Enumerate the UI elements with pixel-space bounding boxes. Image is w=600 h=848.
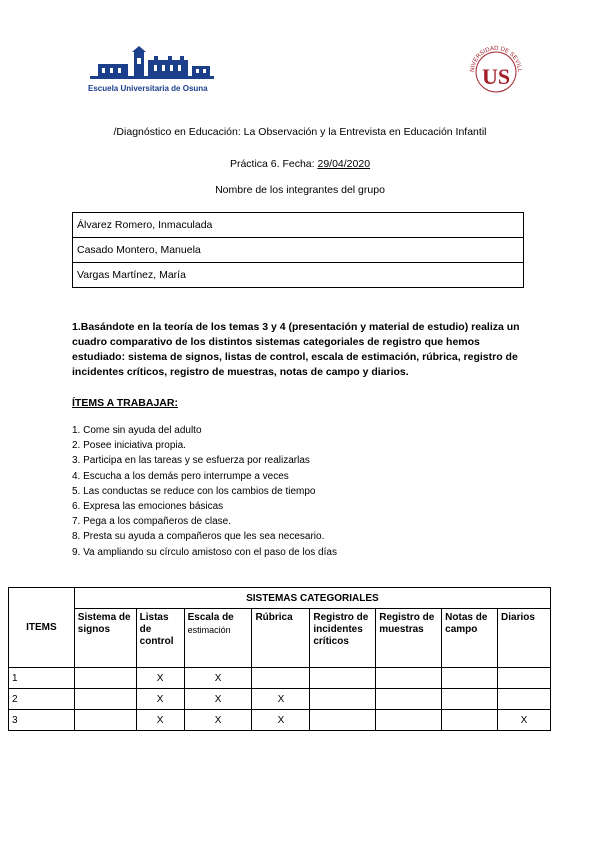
practica-prefix: Práctica 6. Fecha: — [229, 158, 318, 170]
member-row — [73, 213, 524, 238]
cell-diarios: X — [498, 710, 551, 731]
cell-listas: X — [136, 710, 184, 731]
cell-notas — [442, 689, 498, 710]
member-name: Casado Montero, Manuela — [73, 238, 524, 263]
list-item: 1. Come sin ayuda del adulto — [72, 425, 202, 436]
list-item: 7. Pega a los compañeros de clase. — [72, 516, 231, 528]
table-row — [9, 710, 551, 731]
items-column-header: ITEMS — [9, 588, 75, 668]
cell-muestras — [376, 689, 442, 710]
row-item: 3 — [9, 710, 75, 731]
cell-notas — [442, 668, 498, 689]
cell-incidentes — [310, 710, 376, 731]
col-header-escala-b: estimación — [187, 625, 231, 635]
cell-signos — [74, 668, 136, 689]
member-name: Álvarez Romero, Inmaculada — [73, 213, 524, 238]
cell-muestras — [376, 710, 442, 731]
cell-notas — [442, 710, 498, 731]
col-header-escala-a: Escala de — [187, 612, 234, 623]
cell-muestras — [376, 668, 442, 689]
cell-signos — [74, 710, 136, 731]
list-item: 3. Participa en las tareas y se esfuerza por realizarlas — [72, 455, 310, 467]
col-header-muestras: Registro de muestras — [376, 609, 442, 668]
practica-line — [0, 158, 600, 170]
col-header-listas: Listas de control — [136, 609, 184, 668]
row-item: 2 — [9, 689, 75, 710]
group-label: Nombre de los integrantes del grupo — [215, 184, 385, 196]
col-header-rubrica: Rúbrica — [252, 609, 310, 668]
sevilla-seal-text: NIVERSIDAD DE SEVILL — [469, 45, 523, 73]
cell-rubrica: X — [252, 710, 310, 731]
cell-diarios — [498, 668, 551, 689]
cell-escala: X — [184, 710, 252, 731]
sevilla-logo — [466, 42, 526, 94]
cell-diarios — [498, 689, 551, 710]
categorical-systems-table — [8, 587, 551, 731]
table-row — [9, 689, 551, 710]
col-header-escala — [184, 609, 252, 668]
member-row — [73, 238, 524, 263]
member-row — [73, 263, 524, 288]
systems-group-header: SISTEMAS CATEGORIALES — [74, 588, 550, 609]
cell-incidentes — [310, 689, 376, 710]
osuna-logo — [88, 46, 216, 96]
page-title: /Diagnóstico en Educación: La Observación y la Entrevista en Educación Infantil — [113, 126, 487, 138]
list-item: 4. Escucha a los demás pero interrumpe a veces — [72, 470, 289, 482]
col-header-incidentes: Registro de incidentes críticos — [310, 609, 376, 668]
question-text: 1.Basándote en la teoría de los temas 3 y 4 (presentación y material de estudio) realiza un cuadro comparativo de los distintos sistemas categoriales de registro que hemos estudiado: sistema de signos, listas de control, escala de estimación, rúbrica, registro de incidentes críticos, registro de muestras, notas de campo y diarios. — [72, 321, 520, 378]
row-item: 1 — [9, 668, 75, 689]
member-name: Vargas Martínez, María — [73, 263, 524, 288]
cell-rubrica — [252, 668, 310, 689]
items-list — [72, 423, 337, 560]
practica-date: 29/04/2020 — [317, 158, 371, 170]
col-header-notas: Notas de campo — [442, 609, 498, 668]
cell-incidentes — [310, 668, 376, 689]
list-item: 6. Expresa las emociones básicas — [72, 501, 224, 513]
cell-listas: X — [136, 689, 184, 710]
cell-rubrica: X — [252, 689, 310, 710]
list-item: 8. Presta su ayuda a compañeros que les sea necesario. — [72, 531, 325, 543]
cell-listas: X — [136, 668, 184, 689]
cell-escala: X — [184, 668, 252, 689]
sevilla-seal-icon — [466, 42, 526, 94]
osuna-building-icon — [88, 46, 216, 84]
col-header-diarios: Diarios — [498, 609, 551, 668]
items-heading: ÍTEMS A TRABAJAR: — [72, 397, 178, 409]
osuna-logo-caption: Escuela Universitaria de Osuna — [88, 84, 208, 93]
cell-signos — [74, 689, 136, 710]
list-item: 9. Va ampliando su círculo amistoso con el paso de los días — [72, 546, 337, 558]
list-item: 5. Las conductas se reduce con los cambios de tiempo — [72, 485, 316, 497]
list-item: 2. Posee iniciativa propia. — [72, 440, 186, 452]
col-header-signos: Sistema de signos — [74, 609, 136, 668]
members-table — [72, 212, 524, 288]
cell-escala: X — [184, 689, 252, 710]
sevilla-seal-letters: US — [481, 64, 511, 89]
table-row — [9, 668, 551, 689]
